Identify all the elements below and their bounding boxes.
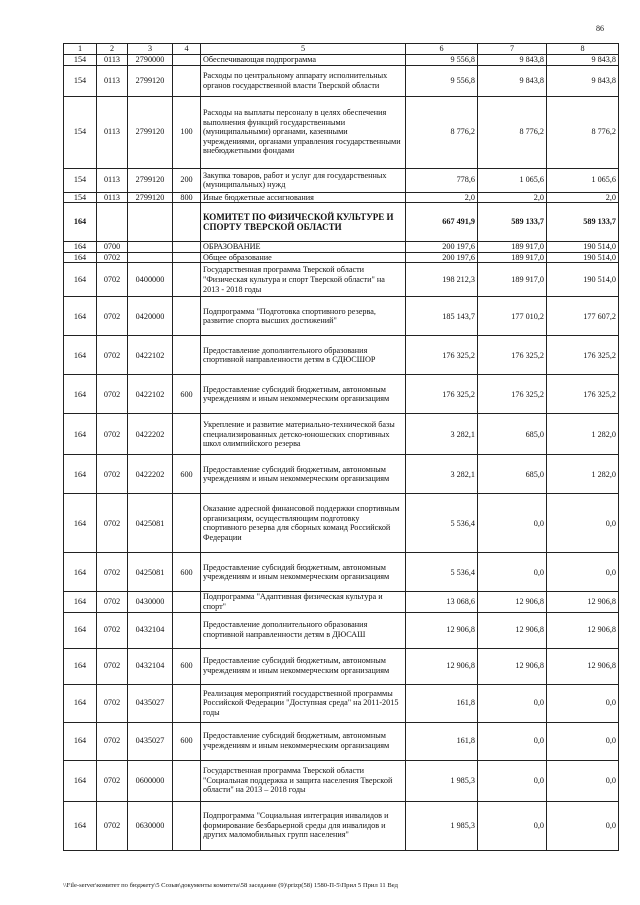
cell-target-code: 2790000 [128,55,173,66]
file-path-footer: \\File-server\комитет по бюджету\5 Созыв\документы комитета\58 заседание (9)\prizp(58) 1580-П-5\Прил 5 Прил 11 Вед [63,882,398,889]
cell-amount-col8: 0,0 [547,553,619,592]
cell-expense-type [173,252,201,263]
table-row [64,760,619,801]
cell-amount-col6: 2,0 [406,192,478,203]
cell-amount-col7: 12 906,8 [478,592,547,612]
table-row [64,65,619,96]
cell-amount-col6: 9 556,8 [406,65,478,96]
table-row [64,722,619,760]
cell-target-code: 0422202 [128,455,173,494]
cell-amount-col7: 685,0 [478,414,547,455]
cell-amount-col8: 1 282,0 [547,455,619,494]
cell-expense-type: 600 [173,455,201,494]
cell-section-code: 164 [64,722,97,760]
cell-target-code: 2799120 [128,65,173,96]
cell-subsection-code: 0113 [97,65,128,96]
cell-description: Предоставление субсидий бюджетным, автономным учреждениям и иным некоммерческим организациям [201,648,406,684]
cell-section-code: 164 [64,336,97,375]
cell-description: Предоставление дополнительного образования спортивной направленности детям в СДЮСШОР [201,336,406,375]
cell-amount-col6: 12 906,8 [406,648,478,684]
cell-target-code [128,242,173,253]
cell-section-code: 164 [64,684,97,722]
cell-amount-col8: 0,0 [547,722,619,760]
cell-target-code: 0432104 [128,612,173,648]
cell-expense-type: 100 [173,96,201,168]
cell-subsection-code: 0702 [97,297,128,336]
cell-description: Предоставление дополнительного образования спортивной направленности детям в ДЮСАШ [201,612,406,648]
cell-amount-col8: 190 514,0 [547,263,619,297]
cell-amount-col6: 1 985,3 [406,760,478,801]
cell-amount-col6: 161,8 [406,722,478,760]
cell-target-code: 0435027 [128,722,173,760]
page-number: 86 [596,24,604,33]
cell-description: Расходы на выплаты персоналу в целях обеспечения выполнения функций государственными (муниципальными) органами, казенными учреждениями, органами управления государственными внебюджетными фондами [201,96,406,168]
cell-subsection-code: 0702 [97,336,128,375]
column-header: 1 [64,44,97,55]
table-row [64,96,619,168]
cell-description: Государственная программа Тверской области "Физическая культура и спорт Тверской области" на 2013 - 2018 годы [201,263,406,297]
table-row [64,414,619,455]
cell-target-code: 0630000 [128,801,173,850]
cell-amount-col7: 0,0 [478,801,547,850]
table-row [64,494,619,553]
cell-amount-col7: 589 133,7 [478,203,547,242]
cell-target-code: 0600000 [128,760,173,801]
cell-description: Подпрограмма "Подготовка спортивного резерва, развитие спорта высших достижений" [201,297,406,336]
cell-expense-type [173,801,201,850]
cell-amount-col7: 9 843,8 [478,65,547,96]
cell-expense-type [173,297,201,336]
cell-subsection-code: 0700 [97,242,128,253]
cell-expense-type: 600 [173,553,201,592]
cell-subsection-code: 0702 [97,414,128,455]
cell-amount-col8: 0,0 [547,801,619,850]
cell-amount-col7: 9 843,8 [478,55,547,66]
cell-expense-type: 600 [173,648,201,684]
cell-target-code: 2799120 [128,168,173,192]
cell-section-code: 164 [64,494,97,553]
cell-amount-col7: 12 906,8 [478,648,547,684]
cell-expense-type: 600 [173,722,201,760]
cell-target-code: 0425081 [128,553,173,592]
cell-description: Предоставление субсидий бюджетным, автономным учреждениям и иным некоммерческим организациям [201,553,406,592]
cell-description: Государственная программа Тверской области "Социальная поддержка и защита населения Тверской области" на 2013 – 2018 годы [201,760,406,801]
cell-amount-col7: 0,0 [478,722,547,760]
cell-amount-col8: 176 325,2 [547,375,619,414]
table-row [64,192,619,203]
table-row [64,612,619,648]
cell-amount-col8: 176 325,2 [547,336,619,375]
cell-amount-col8: 12 906,8 [547,648,619,684]
cell-section-code: 164 [64,375,97,414]
cell-amount-col7: 189 917,0 [478,242,547,253]
table-row [64,252,619,263]
cell-description: Укрепление и развитие материально-технической базы специализированных детско-юношеских спортивных школ олимпийского резерва [201,414,406,455]
cell-target-code: 0432104 [128,648,173,684]
cell-subsection-code: 0113 [97,55,128,66]
cell-target-code: 0422202 [128,414,173,455]
cell-section-code: 164 [64,592,97,612]
cell-expense-type [173,65,201,96]
cell-expense-type [173,263,201,297]
cell-target-code [128,203,173,242]
cell-description: Подпрограмма "Адаптивная физическая культура и спорт" [201,592,406,612]
cell-amount-col6: 185 143,7 [406,297,478,336]
cell-expense-type [173,494,201,553]
cell-amount-col6: 5 536,4 [406,553,478,592]
cell-expense-type [173,612,201,648]
table-row [64,684,619,722]
budget-table [63,43,619,851]
cell-target-code: 2799120 [128,192,173,203]
cell-amount-col8: 9 843,8 [547,55,619,66]
cell-amount-col6: 3 282,1 [406,414,478,455]
cell-amount-col7: 8 776,2 [478,96,547,168]
cell-description: Предоставление субсидий бюджетным, автономным учреждениям и иным некоммерческим организациям [201,722,406,760]
cell-subsection-code: 0702 [97,612,128,648]
cell-description: Общее образование [201,252,406,263]
cell-subsection-code: 0702 [97,684,128,722]
cell-section-code: 164 [64,455,97,494]
cell-amount-col6: 176 325,2 [406,375,478,414]
cell-section-code: 164 [64,648,97,684]
cell-expense-type [173,414,201,455]
cell-amount-col6: 200 197,6 [406,252,478,263]
cell-expense-type: 200 [173,168,201,192]
table-row [64,648,619,684]
cell-amount-col7: 0,0 [478,553,547,592]
cell-amount-col8: 190 514,0 [547,252,619,263]
cell-expense-type: 800 [173,192,201,203]
cell-section-code: 154 [64,96,97,168]
cell-description: Обеспечивающая подпрограмма [201,55,406,66]
table-row [64,592,619,612]
table-row [64,375,619,414]
cell-amount-col6: 1 985,3 [406,801,478,850]
cell-expense-type [173,684,201,722]
cell-subsection-code: 0702 [97,553,128,592]
cell-amount-col6: 8 776,2 [406,96,478,168]
cell-subsection-code [97,203,128,242]
table-row [64,455,619,494]
cell-description: Реализация мероприятий государственной программы Российской Федерации "Доступная среда" на 2011-2015 годы [201,684,406,722]
cell-subsection-code: 0702 [97,801,128,850]
cell-target-code [128,252,173,263]
column-header: 2 [97,44,128,55]
cell-section-code: 164 [64,801,97,850]
cell-amount-col7: 189 917,0 [478,263,547,297]
cell-amount-col8: 589 133,7 [547,203,619,242]
cell-subsection-code: 0702 [97,252,128,263]
table-row [64,242,619,253]
cell-amount-col8: 9 843,8 [547,65,619,96]
cell-target-code: 0435027 [128,684,173,722]
cell-amount-col6: 13 068,6 [406,592,478,612]
cell-amount-col7: 685,0 [478,455,547,494]
cell-amount-col8: 1 282,0 [547,414,619,455]
cell-expense-type [173,336,201,375]
table-row [64,336,619,375]
cell-amount-col7: 0,0 [478,494,547,553]
cell-subsection-code: 0702 [97,494,128,553]
cell-target-code: 0425081 [128,494,173,553]
cell-description: Оказание адресной финансовой поддержки спортивным организациям, осуществляющим подготовку спортивного резерва для сборных команд Российской Федерации [201,494,406,553]
table-row [64,553,619,592]
cell-description: Подпрограмма "Социальная интеграция инвалидов и формирование безбарьерной среды для инвалидов и других маломобильных групп населения" [201,801,406,850]
cell-amount-col7: 12 906,8 [478,612,547,648]
cell-amount-col7: 1 065,6 [478,168,547,192]
cell-description: Иные бюджетные ассигнования [201,192,406,203]
cell-amount-col8: 1 065,6 [547,168,619,192]
cell-section-code: 164 [64,242,97,253]
cell-amount-col6: 12 906,8 [406,612,478,648]
cell-amount-col8: 0,0 [547,760,619,801]
column-header: 6 [406,44,478,55]
cell-subsection-code: 0702 [97,592,128,612]
cell-amount-col7: 189 917,0 [478,252,547,263]
cell-section-code: 154 [64,65,97,96]
cell-section-code: 164 [64,252,97,263]
column-header: 3 [128,44,173,55]
cell-amount-col6: 176 325,2 [406,336,478,375]
cell-section-code: 164 [64,414,97,455]
cell-amount-col8: 0,0 [547,494,619,553]
cell-amount-col7: 176 325,2 [478,375,547,414]
cell-amount-col6: 667 491,9 [406,203,478,242]
cell-amount-col6: 5 536,4 [406,494,478,553]
cell-amount-col6: 200 197,6 [406,242,478,253]
table-row [64,168,619,192]
cell-expense-type [173,242,201,253]
cell-target-code: 0420000 [128,297,173,336]
cell-subsection-code: 0113 [97,96,128,168]
cell-amount-col8: 12 906,8 [547,612,619,648]
cell-target-code: 0400000 [128,263,173,297]
cell-target-code: 0430000 [128,592,173,612]
cell-section-code: 164 [64,297,97,336]
cell-section-code: 164 [64,203,97,242]
cell-subsection-code: 0113 [97,192,128,203]
cell-section-code: 164 [64,760,97,801]
cell-subsection-code: 0113 [97,168,128,192]
table-row [64,297,619,336]
cell-target-code: 2799120 [128,96,173,168]
cell-section-code: 154 [64,55,97,66]
cell-description: Закупка товаров, работ и услуг для государственных (муниципальных) нужд [201,168,406,192]
cell-subsection-code: 0702 [97,455,128,494]
cell-subsection-code: 0702 [97,375,128,414]
cell-section-code: 154 [64,168,97,192]
cell-amount-col6: 3 282,1 [406,455,478,494]
cell-amount-col8: 190 514,0 [547,242,619,253]
cell-amount-col7: 176 325,2 [478,336,547,375]
cell-target-code: 0422102 [128,375,173,414]
cell-amount-col8: 177 607,2 [547,297,619,336]
column-header: 7 [478,44,547,55]
cell-description: КОМИТЕТ ПО ФИЗИЧЕСКОЙ КУЛЬТУРЕ И СПОРТУ ТВЕРСКОЙ ОБЛАСТИ [201,203,406,242]
cell-subsection-code: 0702 [97,722,128,760]
cell-expense-type [173,760,201,801]
column-header: 8 [547,44,619,55]
cell-amount-col8: 8 776,2 [547,96,619,168]
table-row [64,263,619,297]
cell-section-code: 164 [64,612,97,648]
cell-amount-col8: 2,0 [547,192,619,203]
column-header: 4 [173,44,201,55]
cell-amount-col7: 0,0 [478,760,547,801]
cell-section-code: 154 [64,192,97,203]
cell-amount-col6: 198 212,3 [406,263,478,297]
cell-description: Предоставление субсидий бюджетным, автономным учреждениям и иным некоммерческим организациям [201,375,406,414]
cell-subsection-code: 0702 [97,263,128,297]
column-header-row [64,44,619,55]
cell-amount-col6: 778,6 [406,168,478,192]
cell-subsection-code: 0702 [97,648,128,684]
cell-amount-col8: 0,0 [547,684,619,722]
cell-amount-col6: 9 556,8 [406,55,478,66]
table-row [64,55,619,66]
cell-expense-type [173,592,201,612]
column-header: 5 [201,44,406,55]
cell-amount-col7: 177 010,2 [478,297,547,336]
cell-section-code: 164 [64,553,97,592]
table-row [64,801,619,850]
cell-amount-col8: 12 906,8 [547,592,619,612]
cell-description: ОБРАЗОВАНИЕ [201,242,406,253]
cell-target-code: 0422102 [128,336,173,375]
cell-amount-col7: 2,0 [478,192,547,203]
cell-description: Расходы по центральному аппарату исполнительных органов государственной власти Тверской области [201,65,406,96]
table-row [64,203,619,242]
cell-section-code: 164 [64,263,97,297]
cell-expense-type [173,55,201,66]
cell-expense-type [173,203,201,242]
cell-expense-type: 600 [173,375,201,414]
cell-subsection-code: 0702 [97,760,128,801]
cell-amount-col6: 161,8 [406,684,478,722]
cell-amount-col7: 0,0 [478,684,547,722]
cell-description: Предоставление субсидий бюджетным, автономным учреждениям и иным некоммерческим организациям [201,455,406,494]
